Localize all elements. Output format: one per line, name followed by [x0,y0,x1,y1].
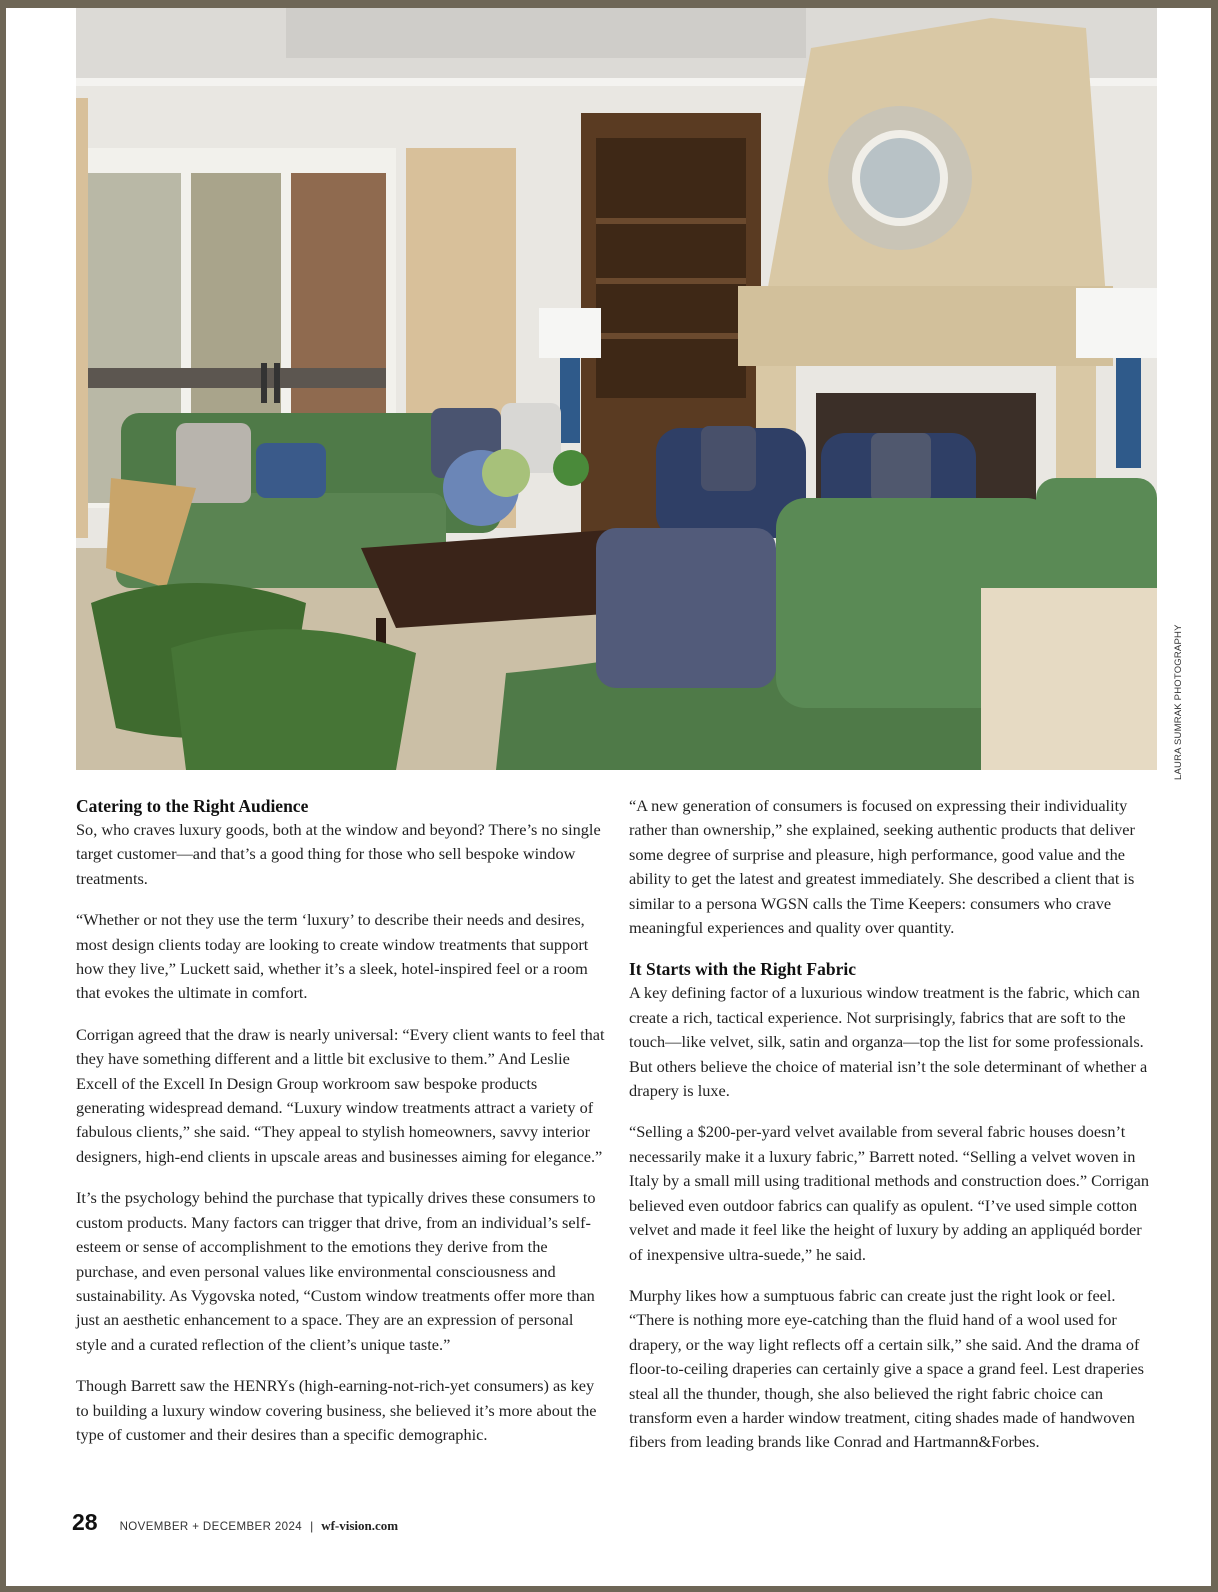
paragraph: So, who craves luxury goods, both at the window and beyond? There’s no single target customer—and that’s a good thing for those who sell bespoke window treatments. [76,820,601,888]
page-number: 28 [72,1509,98,1535]
paragraph: Murphy likes how a sumptuous fabric can create just the right look or feel. “There is nothing more eye-catching than the fluid hand of a wool used for drapery, or the way light reflects off a certain silk,” she said. And the drama of floor-to-ceiling draperies can certainly give a space a grand feel. Lest draperies steal all the thunder, though, she also believed the right fabric choice can transform even a harder window treatment, citing shades made of handwoven fibers from leading brands like Conrad and Hartmann&Forbes. [629,1285,1144,1452]
room-photo-illustration [76,8,1157,770]
section-heading-audience: Catering to the Right Audience [76,796,309,816]
page-footer [72,1509,398,1539]
left-column [76,794,606,1464]
paragraph: “A new generation of consumers is focused on expressing their individuality rather than ownership,” she explained, seeking authentic products that deliver some degree of surprise and pleasure, high performance, good value and the ability to get the latest and greatest immediately. She described a client that is similar to a persona WGSN calls the Time Keepers: consumers who crave meaningful experiences and quality over quantity. [629,796,1135,938]
right-column [629,794,1159,1472]
paragraph: Corrigan agreed that the draw is nearly universal: “Every client wants to feel that they have something different and a little bit exclusive to them.” And Leslie Excell of the Excell In Design Group workroom saw bespoke products generating widespread demand. “Luxury window treatments attract a variety of fabulous clients,” she said. “They appeal to stylish homeowners, savvy interior designers, high-end clients in upscale areas and businesses aiming for elegance.” [76,1024,605,1166]
section-heading-fabric: It Starts with the Right Fabric [629,959,856,980]
photo-credit: LAURA SUMRAK PHOTOGRAPHY [1173,624,1184,780]
paragraph: A key defining factor of a luxurious window treatment is the fabric, which can create a rich, tactical experience. Not surprisingly, fabrics that are soft to the touch—like velvet, silk, satin and organza—top the list for some professionals. But others believe the choice of material isn’t the sole determinant of whether a drapery is luxe. [629,983,1148,1101]
paragraph: “Selling a $200-per-yard velvet available from several fabric houses doesn’t necessarily make it a luxury fabric,” Barrett noted. “Selling a velvet woven in Italy by a small mill using traditional methods and construction does.” Corrigan believed even outdoor fabrics can qualify as opulent. “I’ve used simple cotton velvet and made it feel like the height of luxury by adding an appliquéd border of inexpensive ultra-suede,” he said. [629,1122,1149,1264]
footer-separator: | [310,1519,314,1533]
magazine-page [6,8,1211,1586]
paragraph: It’s the psychology behind the purchase that typically drives these consumers to custom products. Many factors can trigger that drive, from an individual’s self-esteem or sense of accomplishment to the emotions they derive from the purchase, and even personal values like environmental consciousness and sustainability. As Vygovska noted, “Custom window treatments offer more than just an aesthetic enhancement to a space. They are an expression of personal style and a curated reflection of the client’s unique taste.” [76,1188,596,1354]
room-photo [76,8,1157,770]
paragraph: “Whether or not they use the term ‘luxury’ to describe their needs and desires, most design clients today are looking to create window treatments that support how they live,” Luckett said, whether it’s a sleek, hotel-inspired feel or a room that evokes the ultimate in comfort. [76,910,589,1003]
issue-date: NOVEMBER + DECEMBER 2024 [119,1521,303,1533]
paragraph: Though Barrett saw the HENRYs (high-earning-not-rich-yet consumers) as key to building a luxury window covering business, she believed it’s more about the type of customer and their desires than a specific demographic. [76,1376,597,1444]
website-link[interactable]: wf-vision.com [321,1518,399,1533]
